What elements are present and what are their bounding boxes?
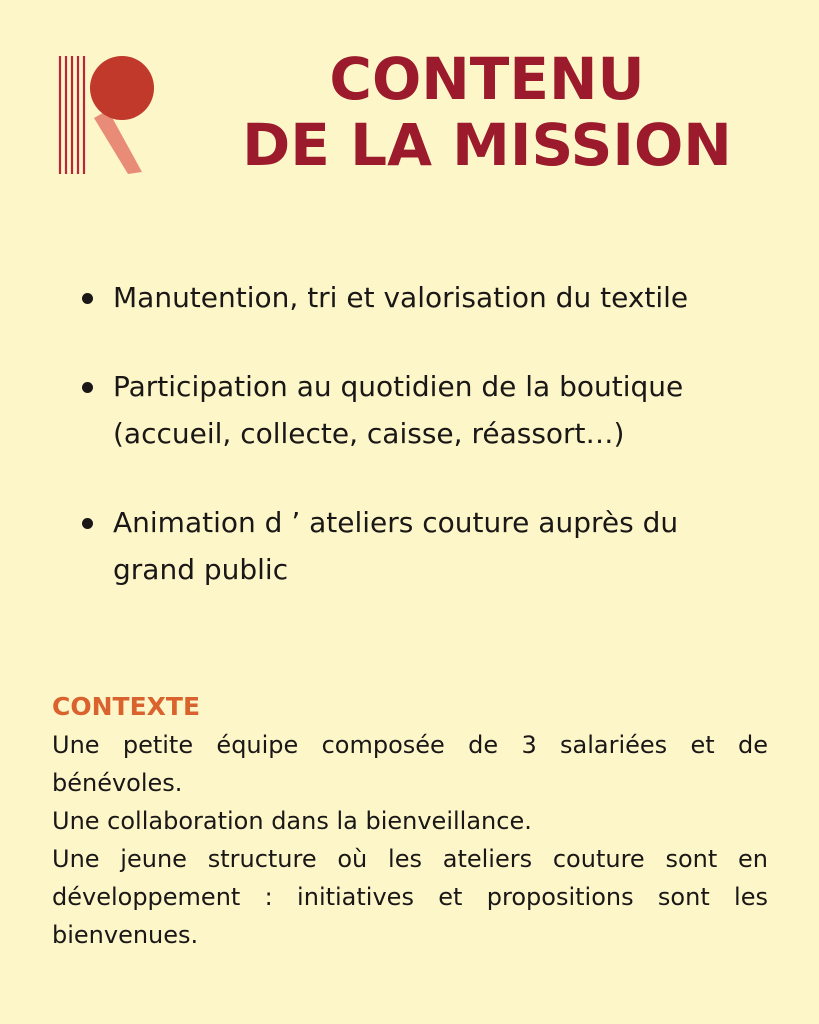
mission-item <box>80 499 760 593</box>
bullet-icon <box>82 293 93 304</box>
bullet-icon <box>82 382 93 393</box>
logo-graphic <box>56 52 158 178</box>
title-line-1: CONTENU <box>329 45 645 113</box>
context-paragraph: Une jeune structure où les ateliers couture sont en développement : initiatives et propositions sont les bienvenues. <box>52 845 768 949</box>
context-heading: CONTEXTE <box>52 692 201 721</box>
logo-circle <box>90 56 154 120</box>
context-section <box>52 688 768 954</box>
mission-text-continued: (accueil, collecte, caisse, réassort…) <box>113 417 625 450</box>
context-paragraph: Une petite équipe composée de 3 salariées et de bénévoles. <box>52 731 768 797</box>
mission-text: Animation d ’ ateliers couture auprès du <box>113 506 679 539</box>
mission-list <box>80 274 760 593</box>
mission-text: Participation au quotidien de la boutique <box>113 370 684 403</box>
mission-text-continued: grand public <box>113 553 289 586</box>
page-title <box>222 46 752 178</box>
mission-item <box>80 363 760 457</box>
bullet-icon <box>82 518 93 529</box>
r-monogram-logo <box>56 52 158 178</box>
mission-text: Manutention, tri et valorisation du textile <box>113 281 689 314</box>
title-line-2: DE LA MISSION <box>242 111 732 179</box>
mission-item <box>80 274 760 321</box>
context-paragraph: Une collaboration dans la bienveillance. <box>52 807 532 835</box>
